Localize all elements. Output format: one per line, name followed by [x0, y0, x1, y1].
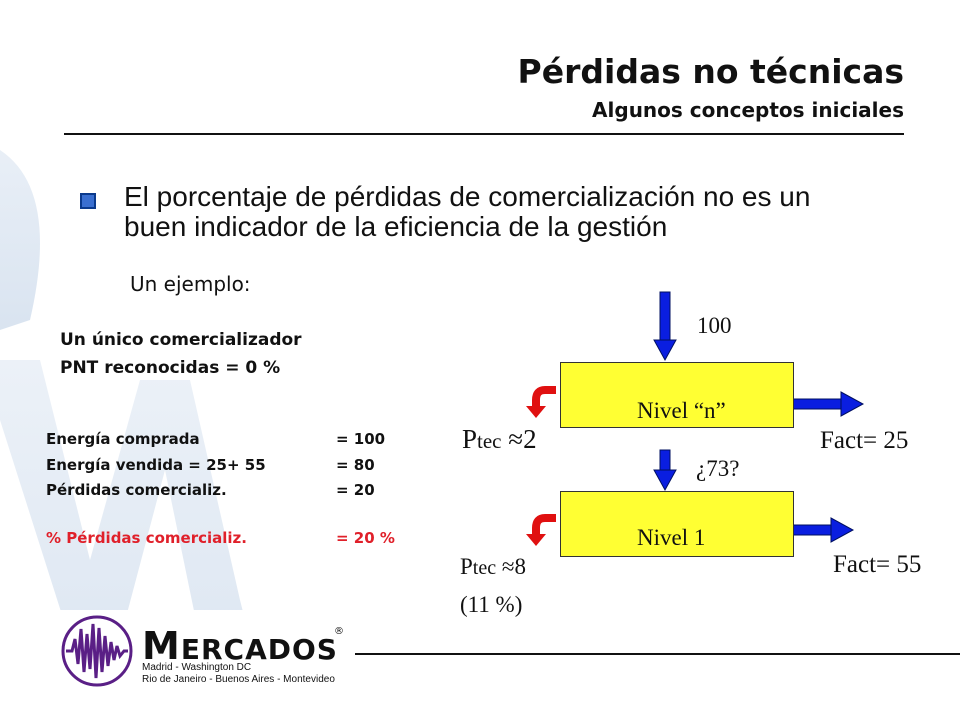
calc-value-losses: = 20: [336, 481, 375, 499]
bullet-line-2: buen indicador de la eficiencia de la gestión: [124, 211, 668, 242]
assumption-line-1: Un único comercializador: [60, 330, 302, 350]
calc-label-bought: Energía comprada: [46, 430, 200, 448]
input-down-arrow-icon: [654, 292, 676, 360]
ptec-1-p: P: [460, 554, 473, 579]
ptec-1-percent: (11 %): [460, 592, 523, 617]
fact-n: Fact= 25: [820, 427, 909, 454]
fact-1: Fact= 55: [833, 551, 922, 578]
loss-n-curved-arrow-icon: [526, 390, 556, 418]
middle-down-arrow-icon: [654, 450, 676, 490]
example-label: Un ejemplo:: [130, 272, 251, 296]
loss-1-curved-arrow-icon: [526, 518, 556, 546]
ptec-1-sub: tec: [472, 557, 497, 579]
ptec-n-approx: ≈2: [508, 424, 537, 454]
logo-first-letter: M: [142, 624, 181, 668]
calc-value-bought: = 100: [336, 430, 386, 448]
page-title: Pérdidas no técnicas: [517, 52, 904, 91]
result-value: = 20 %: [336, 529, 395, 547]
ptec-1: [460, 554, 526, 580]
bullet-line-1: El porcentaje de pérdidas de comercialización no es un: [124, 181, 811, 212]
fact-1-right-arrow-icon: [793, 518, 853, 542]
ptec-n-sub: tec: [477, 429, 502, 453]
logo-cities-line-2: Rio de Janeiro - Buenos Aires - Montevideo: [142, 674, 335, 685]
mercados-logo: [50, 610, 346, 692]
middle-flow-value: ¿73?: [696, 456, 740, 481]
logo-cities-line-1: Madrid - Washington DC: [142, 662, 252, 673]
logo-registered-mark: ®: [334, 626, 344, 637]
calc-label-sold: Energía vendida = 25+ 55: [46, 456, 266, 474]
footer-divider: [355, 653, 960, 655]
fact-n-right-arrow-icon: [793, 392, 863, 416]
page-subtitle: Algunos conceptos iniciales: [592, 98, 904, 122]
calc-value-sold: = 80: [336, 456, 375, 474]
level-1-box: [560, 491, 794, 557]
level-1-label: Nivel 1: [637, 525, 706, 550]
ptec-1-approx: ≈8: [501, 554, 526, 579]
logo-rest-letters: ERCADOS: [180, 633, 338, 666]
input-value: 100: [697, 313, 732, 338]
ptec-n-p: P: [462, 424, 478, 454]
level-n-box: [560, 362, 794, 428]
result-label: % Pérdidas comercializ.: [46, 529, 247, 547]
level-n-label: Nivel “n”: [637, 398, 726, 423]
assumption-line-2: PNT reconocidas = 0 %: [60, 358, 281, 378]
calc-label-losses: Pérdidas comercializ.: [46, 481, 227, 499]
waveform-globe-icon: [58, 614, 136, 688]
ptec-n: [462, 424, 537, 455]
